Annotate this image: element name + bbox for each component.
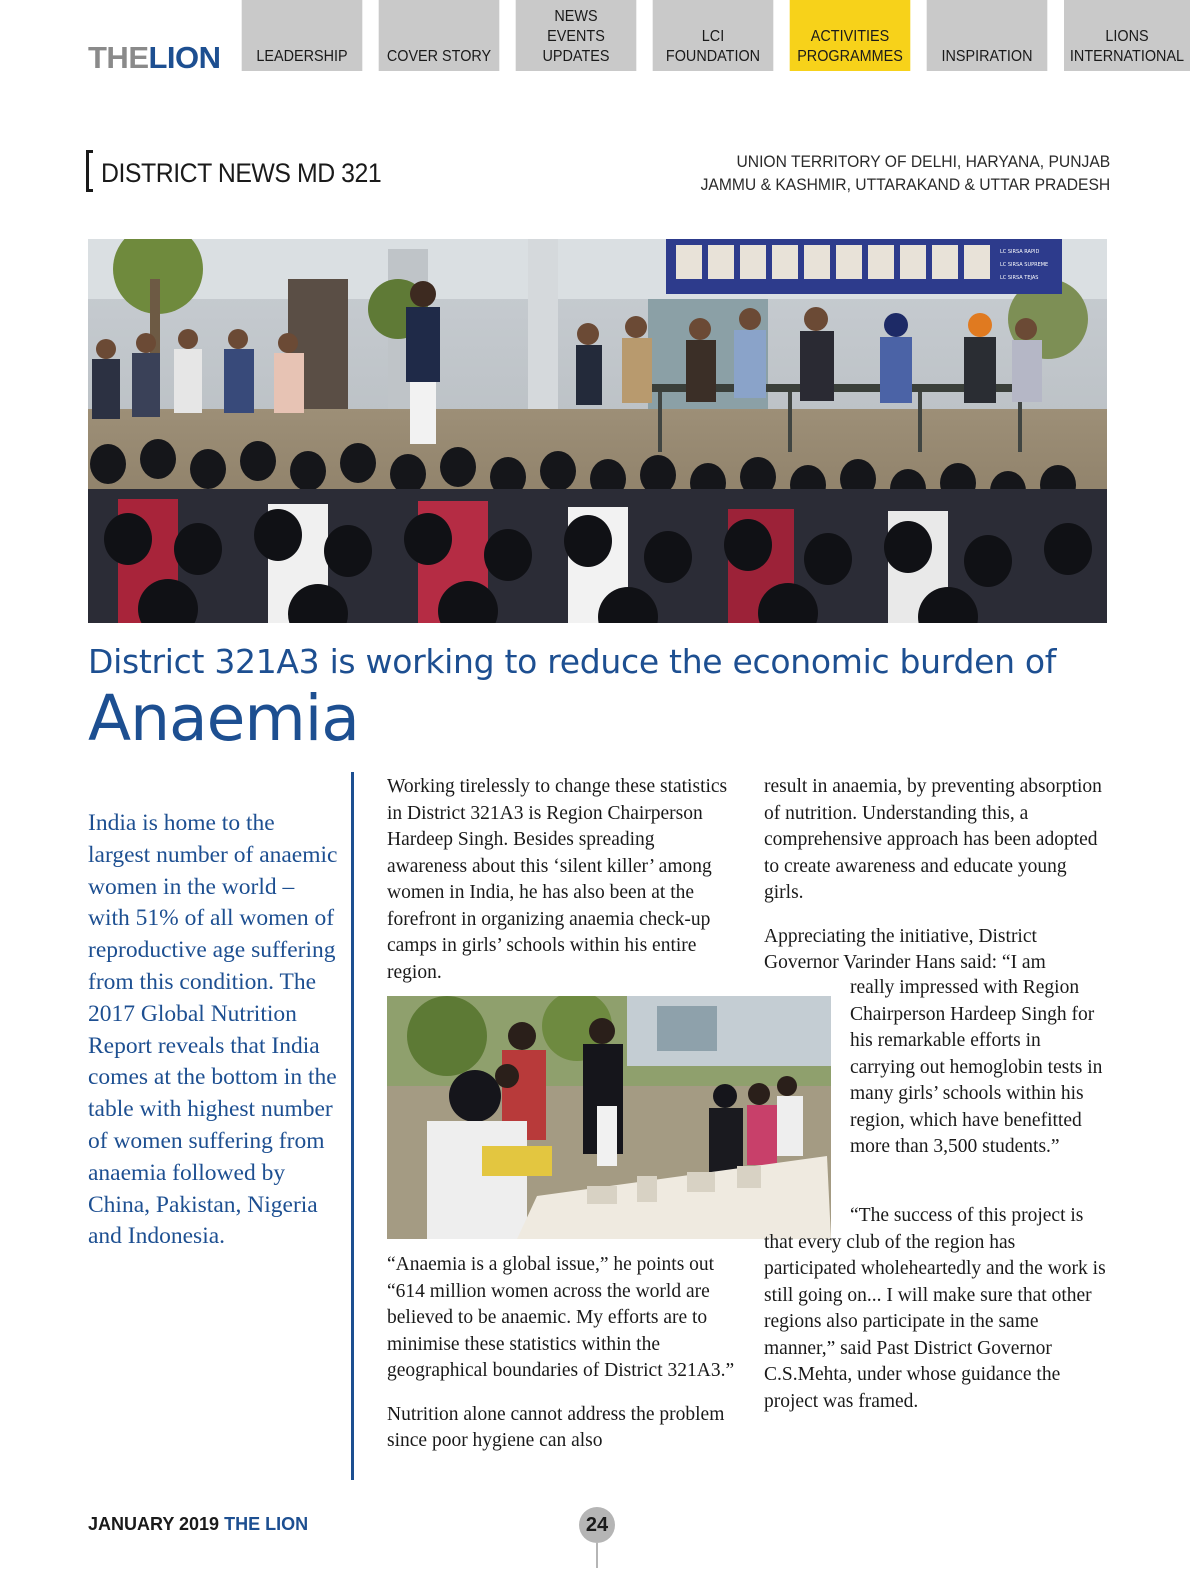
tab-label: EVENTS (547, 28, 605, 45)
article-paragraph: “The success of this project is that every club of the region has participated wholeheartedly and the work is still going on... I will make sure that other regions also participate in the same manner,” said Past District Governor C.S.Mehta, under whose guidance the project was framed. (764, 1205, 1106, 1412)
tab-inspiration[interactable] (927, 0, 1048, 71)
tab-label: FOUNDATION (665, 48, 761, 65)
article-column (764, 1203, 1109, 1415)
tab-lci-foundation[interactable] (653, 0, 774, 71)
article-column-wrap (850, 975, 1109, 1161)
region-list (700, 150, 1110, 196)
tab-label: INSPIRATION (941, 48, 1033, 65)
tab-label: INTERNATIONAL (1069, 48, 1185, 65)
article-paragraph: Nutrition alone cannot address the problem since poor hygiene can also (387, 1403, 725, 1451)
tab-news-events-updates[interactable] (516, 0, 637, 71)
article-paragraph: Working tirelessly to change these statistics in District 321A3 is Region Chairperson Hardeep Singh. Besides spreading awareness about this ‘silent killer’ among women in India, he has also been at the forefront in organizing anaemia check-up camps in girls’ schools within his entire region. (387, 776, 728, 983)
tab-lions-international[interactable] (1064, 0, 1190, 71)
banner-name: LC SIRSA TEJAS (1000, 275, 1039, 281)
tab-label: LIONS (1105, 28, 1149, 45)
logo-the: THE (88, 40, 149, 75)
tab-label: COVER STORY (386, 48, 492, 65)
column-divider (351, 772, 354, 1480)
article-column (387, 1252, 739, 1455)
section-title: DISTRICT NEWS MD 321 (101, 158, 382, 188)
tab-label: LCI (701, 28, 725, 45)
tab-activities-programmes[interactable] (790, 0, 911, 71)
tab-leadership[interactable] (242, 0, 363, 71)
page-footer (88, 1514, 308, 1535)
region-line: JAMMU & KASHMIR, UTTARAKAND & UTTAR PRADESH (700, 175, 1110, 194)
article-column (764, 774, 1109, 977)
tab-label: PROGRAMMES (797, 48, 903, 65)
tab-label: LEADERSHIP (256, 48, 348, 65)
footer-magazine: THE LION (224, 1514, 309, 1534)
event-photo (88, 239, 1107, 623)
tab-cover-story[interactable] (379, 0, 500, 71)
event-photo-illustration (88, 239, 1107, 623)
headline-deck: District 321A3 is working to reduce the economic burden of (88, 642, 1057, 681)
logo-lion: LION (148, 40, 221, 75)
region-line: UNION TERRITORY OF DELHI, HARYANA, PUNJAB (736, 152, 1110, 171)
article-paragraph: “Anaemia is a global issue,” he points out “614 million women across the world are believed to be anaemic. My efforts are to minimise these statistics within the geographical boundaries of District 321A3.” (387, 1254, 735, 1381)
banner-name: LC SIRSA SUPREME (1000, 262, 1049, 268)
pull-quote: India is home to the largest number of anaemic women in the world – with 51% of all women of reproductive age suffering from this condition. The 2017 Global Nutrition Report reveals that India comes at the bottom in the table with highest number of women suffering from anaemia followed by China, Pakistan, Nigeria and Indonesia. (88, 810, 338, 1250)
section-bracket (86, 150, 93, 192)
page-number-line (596, 1543, 598, 1568)
tab-label: NEWS (554, 8, 598, 25)
tab-label: UPDATES (542, 48, 610, 65)
article-column (387, 774, 739, 986)
banner-name: LC SIRSA RAPID (1000, 249, 1040, 255)
tab-label: ACTIVITIES (810, 28, 890, 45)
article-paragraph: Appreciating the initiative, District Governor Varinder Hans said: “I am (764, 925, 1046, 973)
issue-date: JANUARY 2019 (88, 1514, 220, 1534)
headline-title: Anaemia (88, 682, 359, 755)
article-paragraph: result in anaemia, by preventing absorption of nutrition. Understanding this, a comprehensive approach has been adopted to create awareness and educate young girls. (764, 776, 1102, 903)
magazine-logo[interactable] (88, 38, 221, 78)
page-number: 24 (579, 1507, 615, 1543)
article-paragraph: really impressed with Region Chairperson Hardeep Singh for his remarkable efforts in carrying out hemoglobin tests in many girls’ schools within his region, which have benefitted more than 3,500 students.” (850, 977, 1103, 1157)
section-nav (235, 0, 1200, 71)
